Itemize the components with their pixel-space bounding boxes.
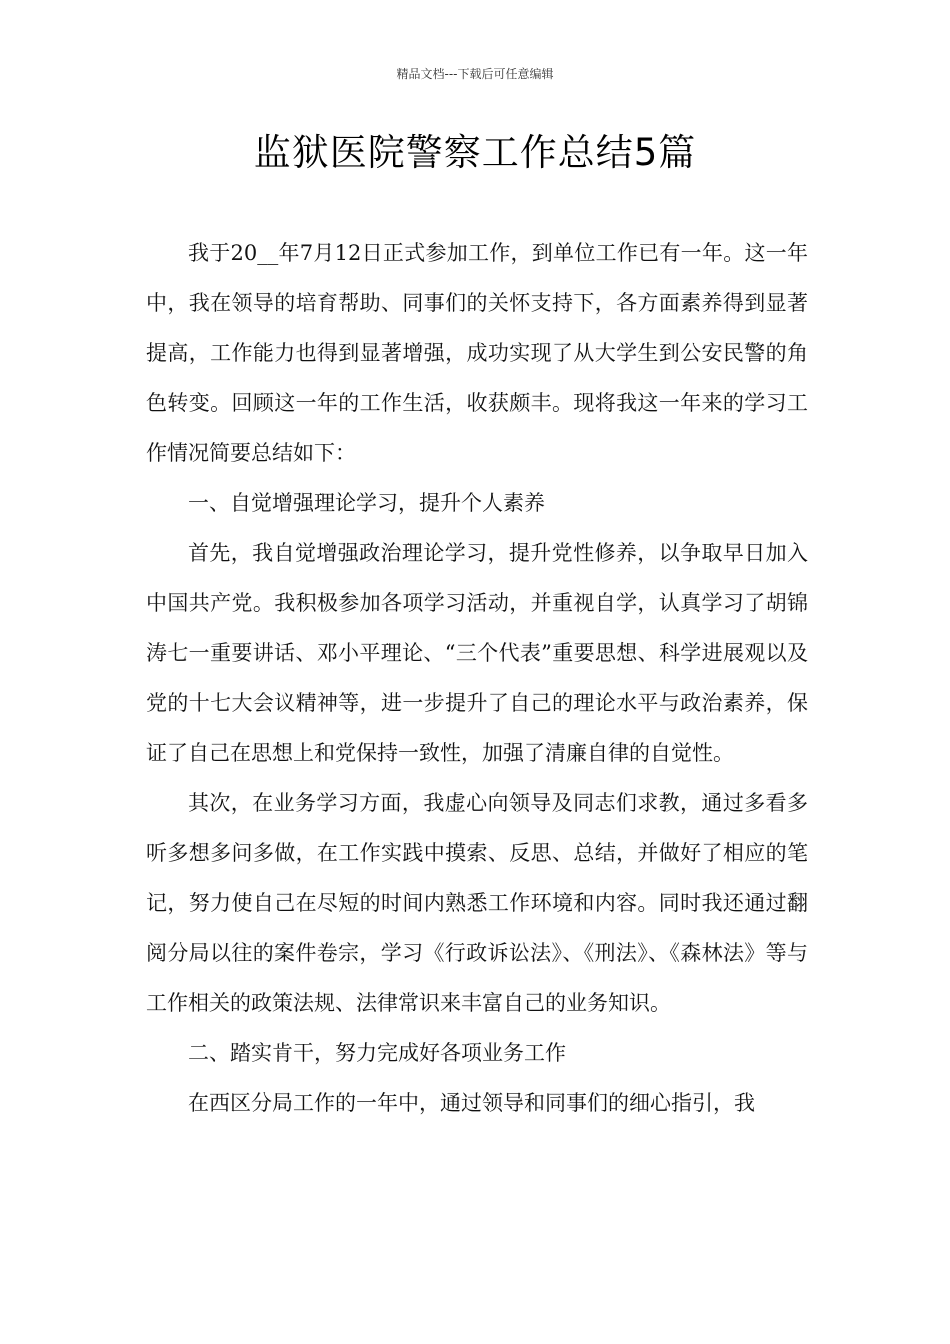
paragraph-work: 在西区分局工作的一年中，通过领导和同事们的细心指引，我 xyxy=(188,1091,755,1115)
section-heading-1: 一、自觉增强理论学习，提升个人素养 xyxy=(188,491,545,515)
document-title: 监狱医院警察工作总结5篇 xyxy=(253,131,697,174)
document-body xyxy=(146,228,808,1128)
section-heading-2: 二、踏实肯干，努力完成好各项业务工作 xyxy=(188,1041,566,1065)
header-note: 精品文档---下载后可任意编辑 xyxy=(396,67,554,81)
paragraph-theory-study: 首先，我自觉增强政治理论学习，提升党性修养，以争取早日加入中国共产党。我积极参加各项学习活动，并重视自学，认真学习了胡锦涛七一重要讲话、邓小平理论、“三个代表”重要思想、科学进展观以及党的十七大会议精神等，进一步提升了自己的理论水平与政治素养，保证了自己在思想上和党保持一致性，加强了清廉自律的自觉性。 xyxy=(146,541,808,765)
paragraph-intro: 我于20__年7月12日正式参加工作，到单位工作已有一年。这一年中，我在领导的培育帮助、同事们的关怀支持下，各方面素养得到显著提高，工作能力也得到显著增强，成功实现了从大学生到公安民警的角色转变。回顾这一年的工作生活，收获颇丰。现将我这一年来的学习工作情况简要总结如下： xyxy=(146,241,808,465)
paragraph-business-study: 其次，在业务学习方面，我虚心向领导及同志们求教，通过多看多听多想多问多做，在工作实践中摸索、反思、总结，并做好了相应的笔记，努力使自己在尽短的时间内熟悉工作环境和内容。同时我还通过翻阅分局以往的案件卷宗，学习《行政诉讼法》、《刑法》、《森林法》等与工作相关的政策法规、法律常识来丰富自己的业务知识。 xyxy=(146,791,808,1015)
